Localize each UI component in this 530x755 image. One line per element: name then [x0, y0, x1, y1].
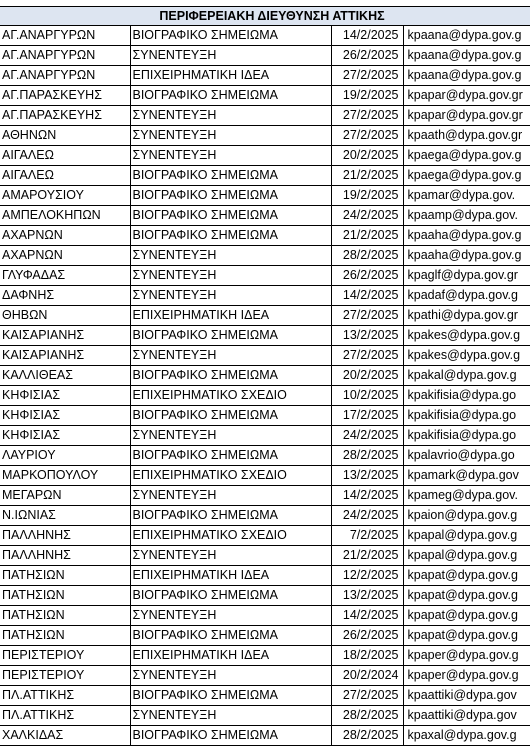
area-cell: ΛΑΥΡΙΟΥ	[0, 446, 130, 466]
area-cell: ΜΑΡΚΟΠΟΥΛΟΥ	[0, 466, 130, 486]
date-cell: 20/2/2025	[331, 366, 403, 386]
service-type-cell: ΣΥΝΕΝΤΕΥΞΗ	[130, 706, 331, 726]
table-row	[0, 346, 530, 366]
email-cell: kpakifisia@dypa.go	[403, 426, 530, 446]
email-cell: kpapar@dypa.gov.gr	[403, 86, 530, 106]
area-cell: ΘΗΒΩΝ	[0, 306, 130, 326]
service-type-cell: ΒΙΟΓΡΑΦΙΚΟ ΣΗΜΕΙΩΜΑ	[130, 626, 331, 646]
date-cell: 19/2/2025	[331, 186, 403, 206]
email-cell: kpapal@dypa.gov.g	[403, 546, 530, 566]
service-type-cell: ΒΙΟΓΡΑΦΙΚΟ ΣΗΜΕΙΩΜΑ	[130, 226, 331, 246]
service-type-cell: ΣΥΝΕΝΤΕΥΞΗ	[130, 146, 331, 166]
table-row	[0, 106, 530, 126]
area-cell: ΑΓ.ΑΝΑΡΓΥΡΩΝ	[0, 66, 130, 86]
email-cell: kpapat@dypa.gov.g	[403, 586, 530, 606]
area-cell: Ν.ΙΩΝΙΑΣ	[0, 506, 130, 526]
date-cell: 12/2/2025	[331, 566, 403, 586]
table-row	[0, 486, 530, 506]
service-type-cell: ΕΠΙΧΕΙΡΗΜΑΤΙΚΗ ΙΔΕΑ	[130, 646, 331, 666]
date-cell: 14/2/2025	[331, 606, 403, 626]
service-type-cell: ΒΙΟΓΡΑΦΙΚΟ ΣΗΜΕΙΩΜΑ	[130, 726, 331, 746]
email-cell: kpamark@dypa.gov	[403, 466, 530, 486]
email-cell: kpaega@dypa.gov.g	[403, 146, 530, 166]
area-cell: ΑΜΑΡΟΥΣΙΟΥ	[0, 186, 130, 206]
table-row	[0, 246, 530, 266]
date-cell: 13/2/2025	[331, 466, 403, 486]
table-row	[0, 506, 530, 526]
email-cell: kpamar@dypa.gov.	[403, 186, 530, 206]
service-type-cell: ΣΥΝΕΝΤΕΥΞΗ	[130, 246, 331, 266]
date-cell: 24/2/2025	[331, 206, 403, 226]
area-cell: ΚΑΙΣΑΡΙΑΝΗΣ	[0, 346, 130, 366]
email-cell: kpaxal@dypa.gov.g	[403, 726, 530, 746]
service-type-cell: ΣΥΝΕΝΤΕΥΞΗ	[130, 426, 331, 446]
service-type-cell: ΒΙΟΓΡΑΦΙΚΟ ΣΗΜΕΙΩΜΑ	[130, 446, 331, 466]
table-row	[0, 286, 530, 306]
date-cell: 7/2/2025	[331, 526, 403, 546]
email-cell: kpakifisia@dypa.go	[403, 386, 530, 406]
service-type-cell: ΒΙΟΓΡΑΦΙΚΟ ΣΗΜΕΙΩΜΑ	[130, 686, 331, 706]
area-cell: ΚΗΦΙΣΙΑΣ	[0, 406, 130, 426]
area-cell: ΑΘΗΝΩΝ	[0, 126, 130, 146]
area-cell: ΠΑΛΛΗΝΗΣ	[0, 546, 130, 566]
email-cell: kpameg@dypa.gov.	[403, 486, 530, 506]
service-type-cell: ΒΙΟΓΡΑΦΙΚΟ ΣΗΜΕΙΩΜΑ	[130, 506, 331, 526]
area-cell: ΑΧΑΡΝΩΝ	[0, 246, 130, 266]
table-row	[0, 706, 530, 726]
date-cell: 27/2/2025	[331, 106, 403, 126]
table-row	[0, 206, 530, 226]
service-type-cell: ΣΥΝΕΝΤΕΥΞΗ	[130, 346, 331, 366]
area-cell: ΔΑΦΝΗΣ	[0, 286, 130, 306]
date-cell: 28/2/2025	[331, 446, 403, 466]
date-cell: 18/2/2025	[331, 646, 403, 666]
area-cell: ΓΛΥΦΑΔΑΣ	[0, 266, 130, 286]
area-cell: ΚΗΦΙΣΙΑΣ	[0, 426, 130, 446]
service-type-cell: ΒΙΟΓΡΑΦΙΚΟ ΣΗΜΕΙΩΜΑ	[130, 86, 331, 106]
table-row	[0, 466, 530, 486]
date-cell: 24/2/2025	[331, 426, 403, 446]
email-cell: kpaaha@dypa.gov.g	[403, 246, 530, 266]
date-cell: 26/2/2025	[331, 46, 403, 66]
area-cell: ΑΓ.ΑΝΑΡΓΥΡΩΝ	[0, 26, 130, 46]
table-row	[0, 226, 530, 246]
area-cell: ΚΑΙΣΑΡΙΑΝΗΣ	[0, 326, 130, 346]
service-type-cell: ΣΥΝΕΝΤΕΥΞΗ	[130, 286, 331, 306]
table-row	[0, 326, 530, 346]
service-type-cell: ΣΥΝΕΝΤΕΥΞΗ	[130, 46, 331, 66]
email-cell: kpaana@dypa.gov.g	[403, 26, 530, 46]
table-row	[0, 306, 530, 326]
email-cell: kpaion@dypa.gov.g	[403, 506, 530, 526]
service-type-cell: ΕΠΙΧΕΙΡΗΜΑΤΙΚΗ ΙΔΕΑ	[130, 566, 331, 586]
date-cell: 28/2/2025	[331, 706, 403, 726]
service-type-cell: ΒΙΟΓΡΑΦΙΚΟ ΣΗΜΕΙΩΜΑ	[130, 586, 331, 606]
table-row	[0, 46, 530, 66]
table-row	[0, 386, 530, 406]
service-type-cell: ΒΙΟΓΡΑΦΙΚΟ ΣΗΜΕΙΩΜΑ	[130, 166, 331, 186]
area-cell: ΧΑΛΚΙΔΑΣ	[0, 726, 130, 746]
service-type-cell: ΒΙΟΓΡΑΦΙΚΟ ΣΗΜΕΙΩΜΑ	[130, 186, 331, 206]
area-cell: ΑΙΓΑΛΕΩ	[0, 166, 130, 186]
table-row	[0, 626, 530, 646]
table-row	[0, 66, 530, 86]
table-row	[0, 686, 530, 706]
date-cell: 28/2/2025	[331, 246, 403, 266]
table-row	[0, 726, 530, 746]
date-cell: 13/2/2025	[331, 586, 403, 606]
email-cell: kpaattiki@dypa.gov	[403, 686, 530, 706]
area-cell: ΚΗΦΙΣΙΑΣ	[0, 386, 130, 406]
table-row	[0, 266, 530, 286]
date-cell: 21/2/2025	[331, 166, 403, 186]
email-cell: kpakes@dypa.gov.g	[403, 326, 530, 346]
area-cell: ΠΑΛΛΗΝΗΣ	[0, 526, 130, 546]
area-cell: ΠΛ.ΑΤΤΙΚΗΣ	[0, 706, 130, 726]
service-type-cell: ΕΠΙΧΕΙΡΗΜΑΤΙΚΟ ΣΧΕΔΙΟ	[130, 386, 331, 406]
date-cell: 28/2/2025	[331, 726, 403, 746]
service-type-cell: ΕΠΙΧΕΙΡΗΜΑΤΙΚΟ ΣΧΕΔΙΟ	[130, 526, 331, 546]
date-cell: 27/2/2025	[331, 686, 403, 706]
area-cell: ΑΧΑΡΝΩΝ	[0, 226, 130, 246]
service-type-cell: ΒΙΟΓΡΑΦΙΚΟ ΣΗΜΕΙΩΜΑ	[130, 26, 331, 46]
service-type-cell: ΣΥΝΕΝΤΕΥΞΗ	[130, 546, 331, 566]
date-cell: 21/2/2025	[331, 226, 403, 246]
table-row	[0, 666, 530, 686]
date-cell: 26/2/2025	[331, 626, 403, 646]
service-type-cell: ΕΠΙΧΕΙΡΗΜΑΤΙΚΗ ΙΔΕΑ	[130, 306, 331, 326]
service-type-cell: ΣΥΝΕΝΤΕΥΞΗ	[130, 126, 331, 146]
date-cell: 13/2/2025	[331, 326, 403, 346]
date-cell: 27/2/2025	[331, 66, 403, 86]
service-type-cell: ΣΥΝΕΝΤΕΥΞΗ	[130, 666, 331, 686]
table-row	[0, 126, 530, 146]
table-row	[0, 646, 530, 666]
area-cell: ΑΓ.ΑΝΑΡΓΥΡΩΝ	[0, 46, 130, 66]
email-cell: kpaana@dypa.gov.g	[403, 46, 530, 66]
area-cell: ΑΓ.ΠΑΡΑΣΚΕΥΗΣ	[0, 86, 130, 106]
date-cell: 27/2/2025	[331, 306, 403, 326]
area-cell: ΠΑΤΗΣΙΩΝ	[0, 566, 130, 586]
service-type-cell: ΒΙΟΓΡΑΦΙΚΟ ΣΗΜΕΙΩΜΑ	[130, 326, 331, 346]
service-type-cell: ΒΙΟΓΡΑΦΙΚΟ ΣΗΜΕΙΩΜΑ	[130, 206, 331, 226]
area-cell: ΠΑΤΗΣΙΩΝ	[0, 586, 130, 606]
email-cell: kpapat@dypa.gov.g	[403, 606, 530, 626]
service-type-cell: ΕΠΙΧΕΙΡΗΜΑΤΙΚΗ ΙΔΕΑ	[130, 66, 331, 86]
date-cell: 19/2/2025	[331, 86, 403, 106]
date-cell: 17/2/2025	[331, 406, 403, 426]
table-row	[0, 426, 530, 446]
schedule-table	[0, 26, 530, 746]
email-cell: kpapat@dypa.gov.g	[403, 626, 530, 646]
service-type-cell: ΒΙΟΓΡΑΦΙΚΟ ΣΗΜΕΙΩΜΑ	[130, 366, 331, 386]
date-cell: 14/2/2025	[331, 486, 403, 506]
email-cell: kpadaf@dypa.gov.g	[403, 286, 530, 306]
date-cell: 20/2/2025	[331, 146, 403, 166]
table-row	[0, 406, 530, 426]
service-type-cell: ΒΙΟΓΡΑΦΙΚΟ ΣΗΜΕΙΩΜΑ	[130, 406, 331, 426]
service-type-cell: ΣΥΝΕΝΤΕΥΞΗ	[130, 106, 331, 126]
area-cell: ΜΕΓΑΡΩΝ	[0, 486, 130, 506]
service-type-cell: ΣΥΝΕΝΤΕΥΞΗ	[130, 486, 331, 506]
area-cell: ΠΕΡΙΣΤΕΡΙΟΥ	[0, 666, 130, 686]
email-cell: kpaglf@dypa.gov.gr	[403, 266, 530, 286]
date-cell: 27/2/2025	[331, 126, 403, 146]
table-row	[0, 586, 530, 606]
email-cell: kpaana@dypa.gov.g	[403, 66, 530, 86]
email-cell: kpapar@dypa.gov.gr	[403, 106, 530, 126]
table-row	[0, 26, 530, 46]
area-cell: ΠΑΤΗΣΙΩΝ	[0, 626, 130, 646]
service-type-cell: ΣΥΝΕΝΤΕΥΞΗ	[130, 606, 331, 626]
email-cell: kpaaha@dypa.gov.g	[403, 226, 530, 246]
table-row	[0, 526, 530, 546]
email-cell: kpapat@dypa.gov.g	[403, 566, 530, 586]
email-cell: kpaath@dypa.gov.gr	[403, 126, 530, 146]
area-cell: ΑΓ.ΠΑΡΑΣΚΕΥΗΣ	[0, 106, 130, 126]
table-row	[0, 606, 530, 626]
email-cell: kpaper@dypa.gov.g	[403, 666, 530, 686]
area-cell: ΠΛ.ΑΤΤΙΚΗΣ	[0, 686, 130, 706]
area-cell: ΠΑΤΗΣΙΩΝ	[0, 606, 130, 626]
table-row	[0, 446, 530, 466]
date-cell: 26/2/2025	[331, 266, 403, 286]
email-cell: kpapal@dypa.gov.g	[403, 526, 530, 546]
email-cell: kpaattiki@dypa.gov	[403, 706, 530, 726]
email-cell: kpaega@dypa.gov.g	[403, 166, 530, 186]
date-cell: 21/2/2025	[331, 546, 403, 566]
email-cell: kpaper@dypa.gov.g	[403, 646, 530, 666]
table-row	[0, 566, 530, 586]
date-cell: 10/2/2025	[331, 386, 403, 406]
service-type-cell: ΣΥΝΕΝΤΕΥΞΗ	[130, 266, 331, 286]
table-row	[0, 146, 530, 166]
table-row	[0, 366, 530, 386]
area-cell: ΠΕΡΙΣΤΕΡΙΟΥ	[0, 646, 130, 666]
service-type-cell: ΕΠΙΧΕΙΡΗΜΑΤΙΚΟ ΣΧΕΔΙΟ	[130, 466, 331, 486]
date-cell: 27/2/2025	[331, 346, 403, 366]
area-cell: ΑΙΓΑΛΕΩ	[0, 146, 130, 166]
date-cell: 24/2/2025	[331, 506, 403, 526]
table-row	[0, 166, 530, 186]
table-row	[0, 186, 530, 206]
email-cell: kpalavrio@dypa.go	[403, 446, 530, 466]
email-cell: kpakal@dypa.gov.g	[403, 366, 530, 386]
email-cell: kpakifisia@dypa.go	[403, 406, 530, 426]
table-body	[0, 26, 530, 746]
date-cell: 14/2/2025	[331, 286, 403, 306]
area-cell: ΑΜΠΕΛΟΚΗΠΩΝ	[0, 206, 130, 226]
date-cell: 14/2/2025	[331, 26, 403, 46]
table-row	[0, 546, 530, 566]
email-cell: kpaamp@dypa.gov.	[403, 206, 530, 226]
area-cell: ΚΑΛΛΙΘΕΑΣ	[0, 366, 130, 386]
email-cell: kpakes@dypa.gov.g	[403, 346, 530, 366]
table-title: ΠΕΡΙΦΕΡΕΙΑΚΗ ΔΙΕΥΘΥΝΣΗ ΑΤΤΙΚΗΣ	[0, 6, 530, 26]
table-row	[0, 86, 530, 106]
email-cell: kpathi@dypa.gov.gr	[403, 306, 530, 326]
date-cell: 20/2/2024	[331, 666, 403, 686]
